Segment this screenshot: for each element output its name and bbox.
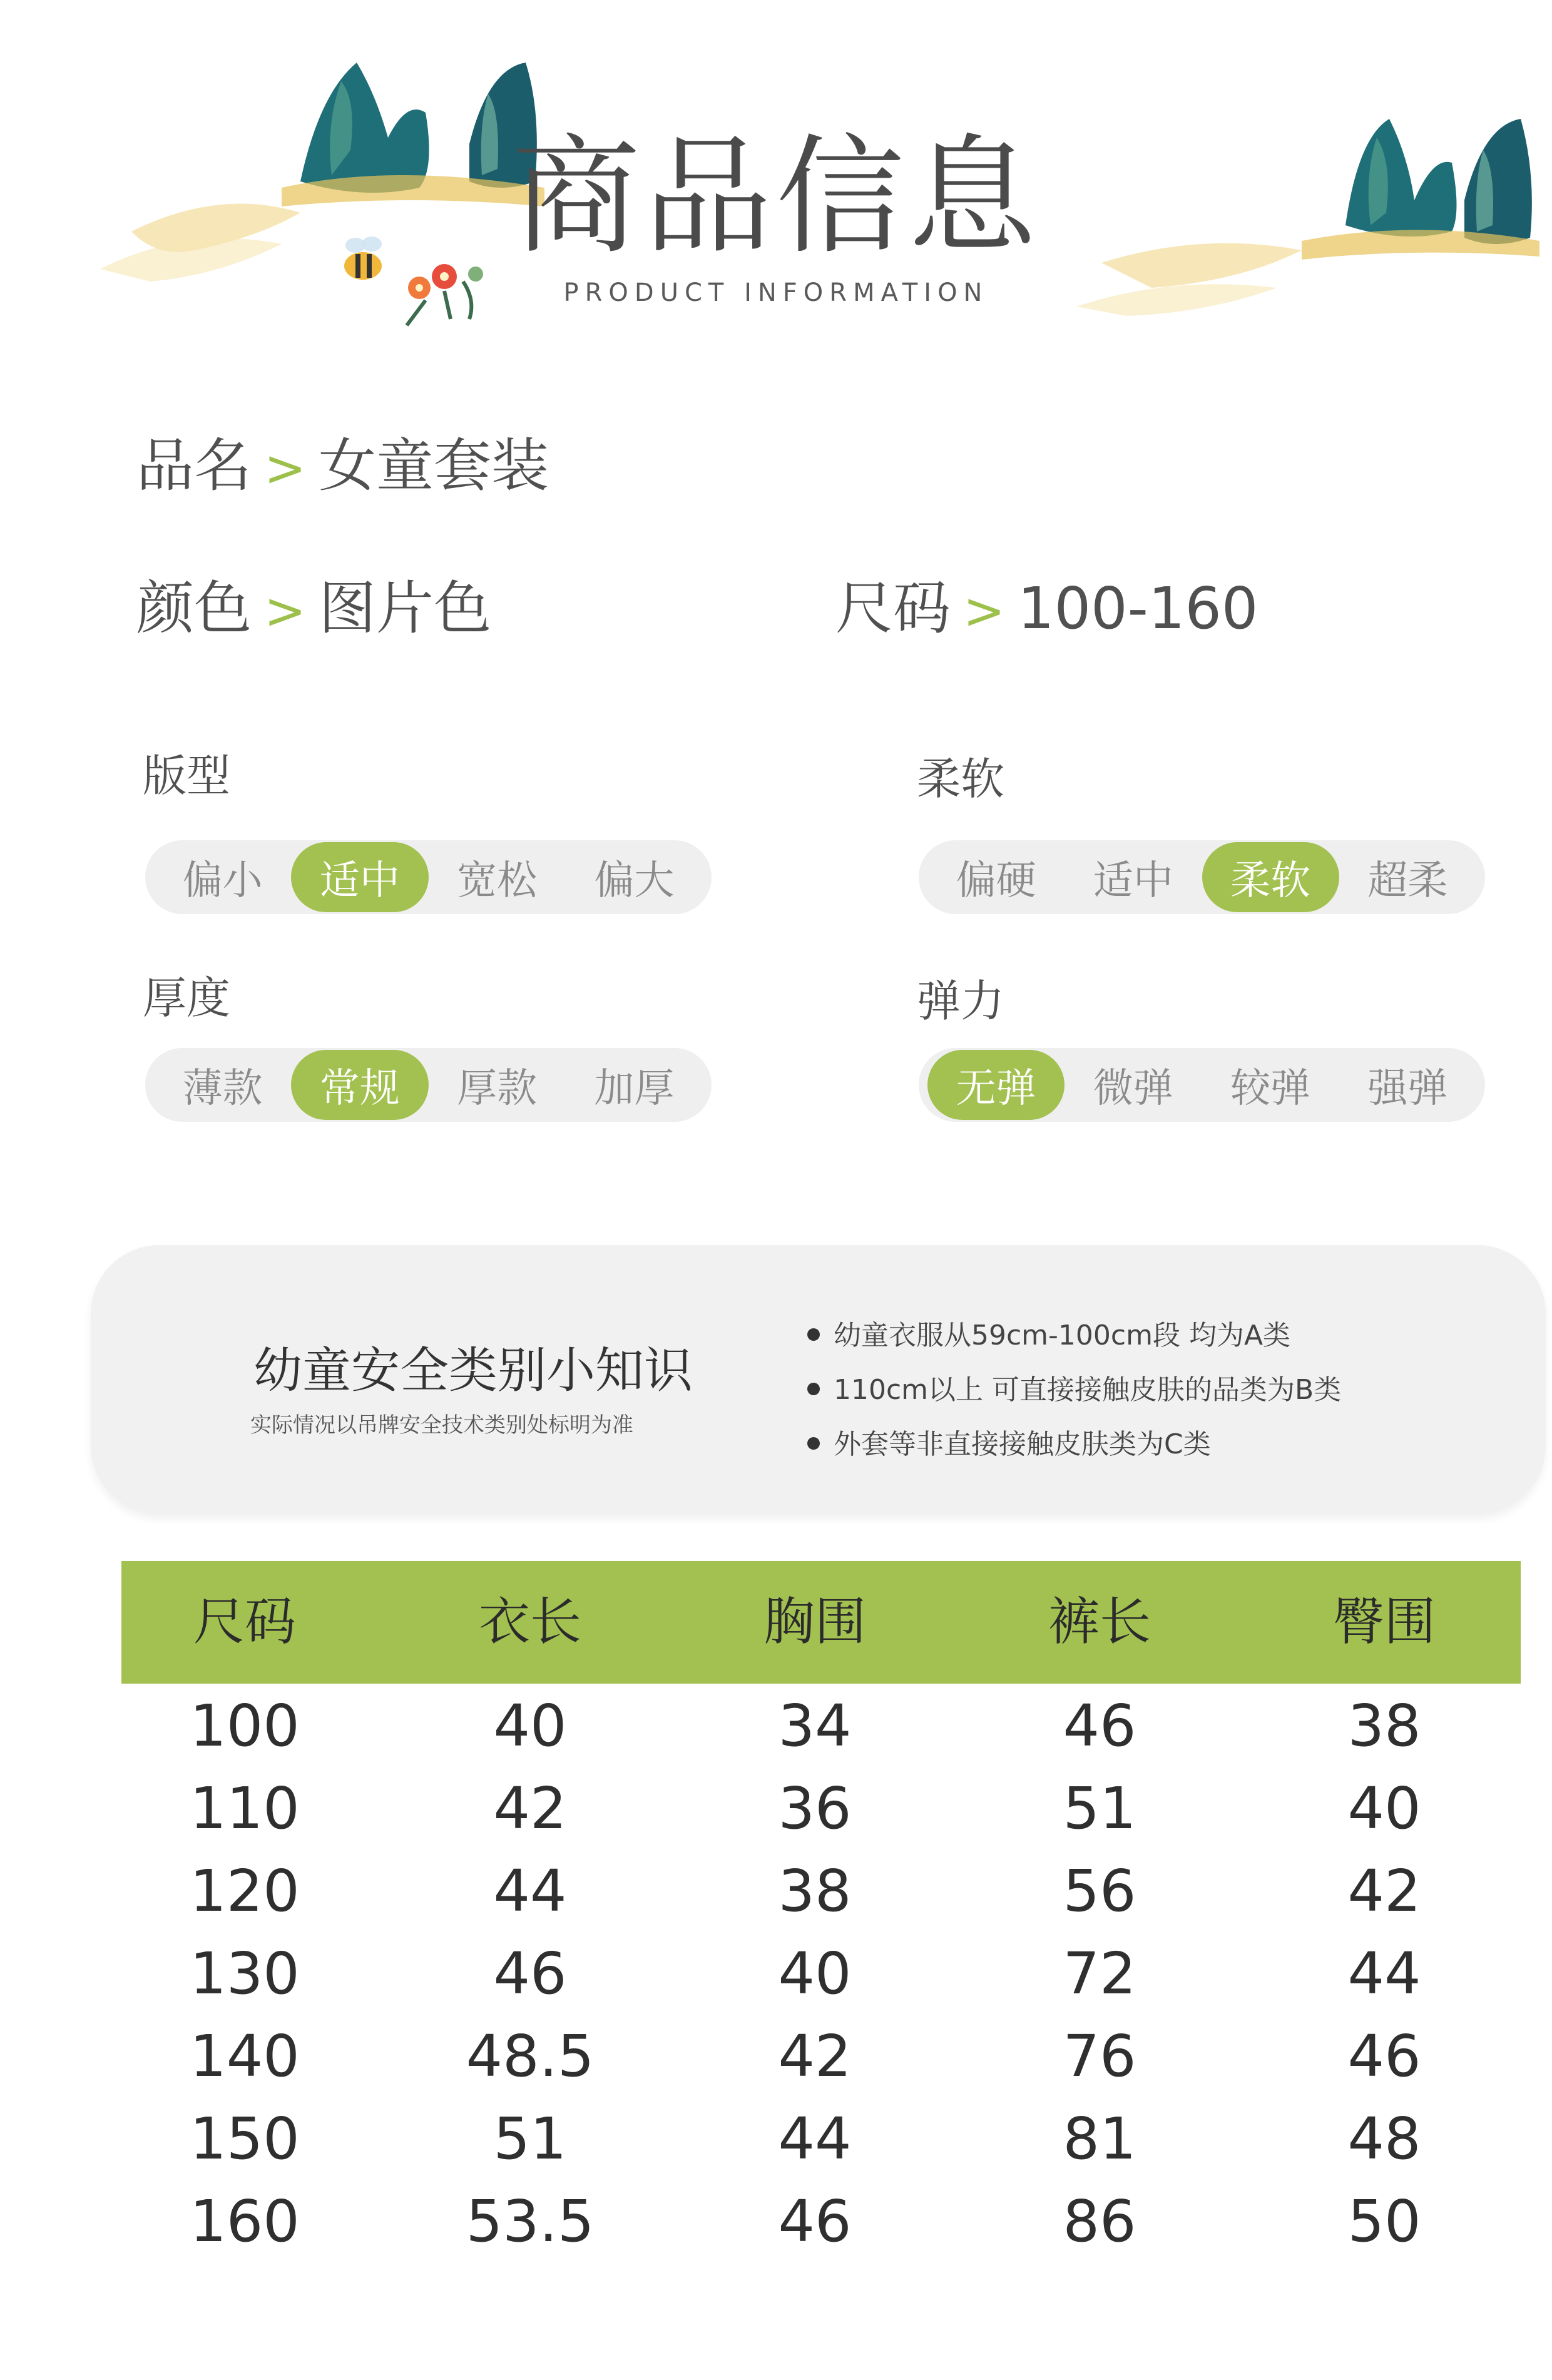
table-cell: 44 xyxy=(493,1858,567,1925)
table-cell: 40 xyxy=(493,1692,567,1759)
fit-label: 版型 xyxy=(143,750,230,801)
table-cell: 42 xyxy=(778,2023,852,2090)
fit-option: 偏小 xyxy=(182,858,263,904)
color-value: 图片色 xyxy=(319,575,492,642)
page-subtitle: PRODUCT INFORMATION xyxy=(563,278,989,307)
table-row xyxy=(0,1850,1552,1933)
elasticity-option: 强弹 xyxy=(1367,1065,1448,1112)
table-cell: 130 xyxy=(190,1940,300,2007)
safety-title: 幼童安全类别小知识 xyxy=(253,1343,693,1399)
table-header-cell: 胸围 xyxy=(763,1592,866,1652)
bullet-dot-icon xyxy=(807,1328,820,1341)
table-row xyxy=(0,1933,1552,2015)
table-row xyxy=(0,2098,1552,2180)
table-cell: 56 xyxy=(1063,1858,1136,1925)
table-cell: 81 xyxy=(1063,2105,1136,2172)
product-name-label: 品名 xyxy=(136,432,252,499)
table-cell: 72 xyxy=(1063,1940,1136,2007)
table-cell: 40 xyxy=(778,1940,852,2007)
safety-bullet-text: 幼童衣服从59cm-100cm段 均为A类 xyxy=(834,1320,1291,1351)
softness-option-selected: 柔软 xyxy=(1202,842,1339,912)
table-cell: 76 xyxy=(1063,2023,1136,2090)
table-row xyxy=(0,2180,1552,2263)
table-cell: 150 xyxy=(190,2105,300,2172)
table-cell: 48 xyxy=(1347,2105,1421,2172)
table-cell: 38 xyxy=(1347,1692,1421,1759)
thickness-option: 加厚 xyxy=(594,1065,675,1112)
elasticity-option: 较弹 xyxy=(1230,1065,1311,1112)
table-cell: 160 xyxy=(190,2188,300,2255)
table-cell: 140 xyxy=(190,2023,300,2090)
fit-option-selected: 适中 xyxy=(291,842,428,912)
fit-selector xyxy=(145,840,712,914)
table-cell: 46 xyxy=(1347,2023,1421,2090)
table-header-cell: 衣长 xyxy=(478,1592,581,1652)
table-cell: 42 xyxy=(1347,1858,1421,1925)
table-header-cell: 裤长 xyxy=(1048,1592,1151,1652)
table-row xyxy=(0,2015,1552,2098)
thickness-option: 薄款 xyxy=(182,1065,263,1112)
fit-option: 宽松 xyxy=(457,858,538,904)
table-cell: 44 xyxy=(778,2105,852,2172)
softness-selector xyxy=(919,840,1485,914)
table-header-cell: 尺码 xyxy=(193,1592,296,1652)
size-table-header xyxy=(121,1561,1521,1684)
table-cell: 86 xyxy=(1063,2188,1136,2255)
softness-option: 超柔 xyxy=(1367,858,1448,904)
safety-bullet-text: 110cm以上 可直接接触皮肤的品类为B类 xyxy=(834,1374,1342,1406)
thickness-option: 厚款 xyxy=(457,1065,538,1112)
table-header-cell: 臀围 xyxy=(1332,1592,1436,1652)
elasticity-selector xyxy=(919,1048,1485,1122)
table-cell: 50 xyxy=(1347,2188,1421,2255)
table-cell: 34 xyxy=(778,1692,852,1759)
bullet-dot-icon xyxy=(807,1437,820,1450)
bullet-dot-icon xyxy=(807,1383,820,1395)
separator-chevron: > xyxy=(963,582,1006,640)
table-cell: 38 xyxy=(778,1858,852,1925)
elasticity-label: 弹力 xyxy=(917,975,1004,1027)
table-cell: 48.5 xyxy=(466,2023,595,2090)
table-cell: 46 xyxy=(1063,1692,1136,1759)
softness-option: 偏硬 xyxy=(956,858,1036,904)
softness-label: 柔软 xyxy=(917,753,1004,805)
table-cell: 46 xyxy=(493,1940,567,2007)
header-banner xyxy=(0,0,1552,388)
page-title: 商品信息 xyxy=(512,123,1040,272)
fit-option: 偏大 xyxy=(594,858,675,904)
separator-chevron: > xyxy=(264,439,307,497)
softness-option: 适中 xyxy=(1093,858,1173,904)
table-cell: 100 xyxy=(190,1692,300,1759)
safety-bullet-text: 外套等非直接接触皮肤类为C类 xyxy=(834,1428,1211,1460)
separator-chevron: > xyxy=(264,582,307,640)
table-cell: 36 xyxy=(778,1775,852,1842)
table-cell: 53.5 xyxy=(466,2188,595,2255)
thickness-selector xyxy=(145,1048,712,1122)
product-name-line xyxy=(136,432,549,503)
table-cell: 44 xyxy=(1347,1940,1421,2007)
color-line xyxy=(136,574,491,646)
size-range-value: 100-160 xyxy=(1018,575,1258,642)
table-cell: 46 xyxy=(778,2188,852,2255)
safety-bullet xyxy=(807,1313,1290,1353)
table-cell: 42 xyxy=(493,1775,567,1842)
thickness-label: 厚度 xyxy=(143,972,230,1024)
elasticity-option-selected: 无弹 xyxy=(927,1050,1064,1120)
size-range-line xyxy=(835,574,1258,646)
table-cell: 40 xyxy=(1347,1775,1421,1842)
table-cell: 120 xyxy=(190,1858,300,1925)
thickness-option-selected: 常规 xyxy=(291,1050,428,1120)
size-range-label: 尺码 xyxy=(835,575,951,642)
table-cell: 51 xyxy=(493,2105,567,2172)
table-row xyxy=(0,1767,1552,1850)
table-cell: 51 xyxy=(1063,1775,1136,1842)
safety-subtitle: 实际情况以吊牌安全技术类别处标明为准 xyxy=(250,1413,633,1438)
table-cell: 110 xyxy=(190,1775,300,1842)
color-label: 颜色 xyxy=(136,575,252,642)
elasticity-option: 微弹 xyxy=(1093,1065,1173,1112)
safety-bullet xyxy=(807,1421,1211,1462)
product-name-value: 女童套装 xyxy=(319,432,549,499)
safety-bullet xyxy=(807,1367,1341,1407)
table-row xyxy=(0,1685,1552,1767)
